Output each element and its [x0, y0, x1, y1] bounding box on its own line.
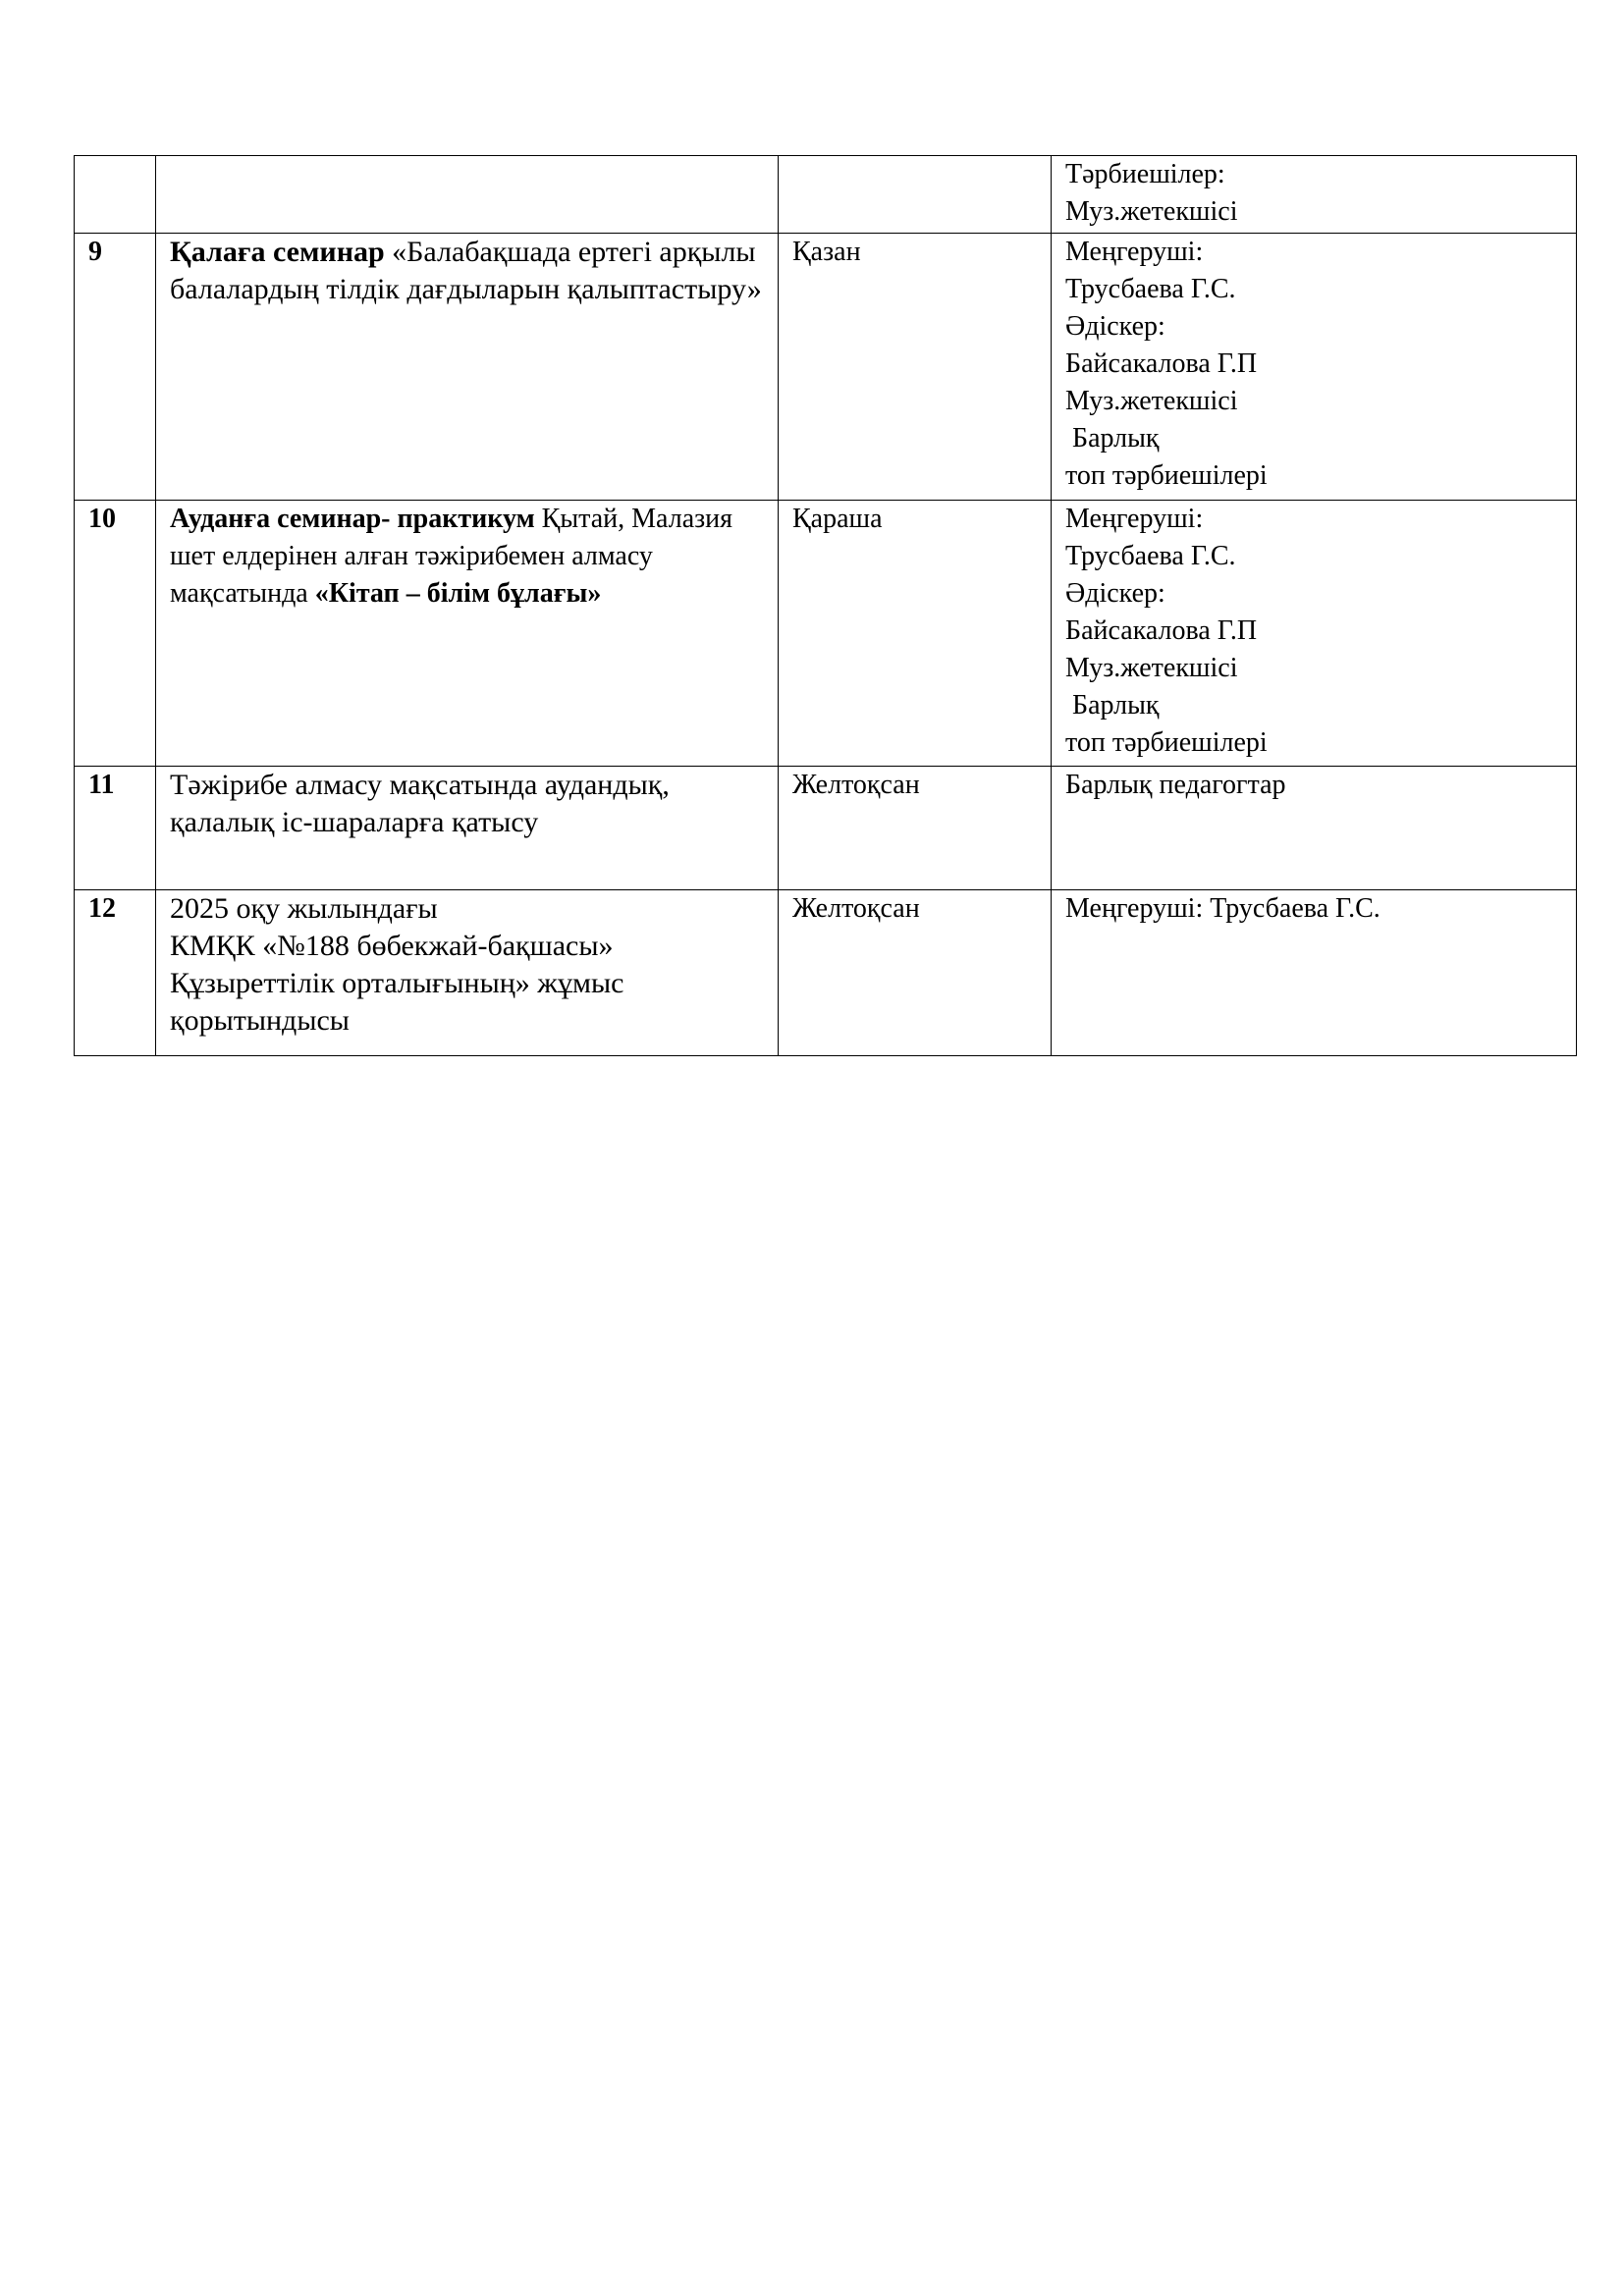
row-number: 9	[75, 234, 156, 501]
event-text-line: КМҚК «№188 бөбекжай-бақшасы»	[170, 930, 614, 962]
event-theme-bold: «Кітап – білім бұлағы»	[314, 578, 602, 609]
responsible-line: Меңгеруші:	[1065, 237, 1204, 267]
responsible-line: Әдіскер:	[1065, 311, 1165, 342]
responsible-line: Муз.жетекшісі	[1065, 386, 1238, 416]
responsible-line: топ тәрбиешілері	[1065, 460, 1268, 491]
event-text: «Балабақшада ертегі арқылы балалардың тілдік дағдыларын қалыптастыру»	[170, 236, 762, 305]
responsible-line: Муз.жетекшісі	[1065, 196, 1238, 227]
event-date: Желтоқсан	[779, 767, 1052, 890]
event-title-bold: Ауданға семинар- практикум	[170, 504, 535, 534]
responsible-line: Муз.жетекшісі	[1065, 653, 1238, 683]
table-row	[75, 501, 1577, 767]
event-description	[156, 156, 779, 234]
event-title-bold: Қалаға семинар	[170, 236, 385, 268]
event-description	[156, 501, 779, 767]
event-date: Қараша	[779, 501, 1052, 767]
responsible	[1052, 501, 1577, 767]
event-text-line: Құзыреттілік орталығының» жұмыс қорытындысы	[170, 967, 624, 1037]
responsible-line: Байсакалова Г.П	[1065, 348, 1258, 379]
table-row	[75, 156, 1577, 234]
responsible-line: Тәрбиешілер:	[1065, 159, 1225, 189]
responsible-line: Әдіскер:	[1065, 578, 1165, 609]
row-number: 11	[75, 767, 156, 890]
responsible-line: топ тәрбиешілері	[1065, 727, 1268, 758]
responsible-line: Меңгеруші: Трусбаева Г.С.	[1065, 893, 1380, 924]
responsible-line: Байсакалова Г.П	[1065, 615, 1258, 646]
event-date: Қазан	[779, 234, 1052, 501]
event-description: Тәжірибе алмасу мақсатында аудандық, қалалық іс-шараларға қатысу	[156, 767, 779, 890]
responsible-line: Барлық	[1065, 423, 1160, 454]
event-text-line: 2025 оқу жылындағы	[170, 892, 438, 925]
responsible	[1052, 890, 1577, 1056]
responsible-line: Барлық педагогтар	[1065, 770, 1286, 800]
responsible	[1052, 767, 1577, 890]
event-description	[156, 234, 779, 501]
table-row	[75, 890, 1577, 1056]
events-table	[74, 155, 1577, 1056]
row-number	[75, 156, 156, 234]
responsible	[1052, 156, 1577, 234]
event-date	[779, 156, 1052, 234]
responsible-line: Меңгеруші:	[1065, 504, 1204, 534]
responsible	[1052, 234, 1577, 501]
row-number: 12	[75, 890, 156, 1056]
event-description	[156, 890, 779, 1056]
event-text: Қытай, Малазия шет елдерінен алған тәжірибемен алмасу мақсатында	[170, 504, 733, 609]
row-number: 10	[75, 501, 156, 767]
responsible-line: Барлық	[1065, 690, 1160, 721]
responsible-line: Трусбаева Г.С.	[1065, 541, 1236, 571]
responsible-line: Трусбаева Г.С.	[1065, 274, 1236, 304]
table-row	[75, 234, 1577, 501]
event-date: Желтоқсан	[779, 890, 1052, 1056]
table-row	[75, 767, 1577, 890]
